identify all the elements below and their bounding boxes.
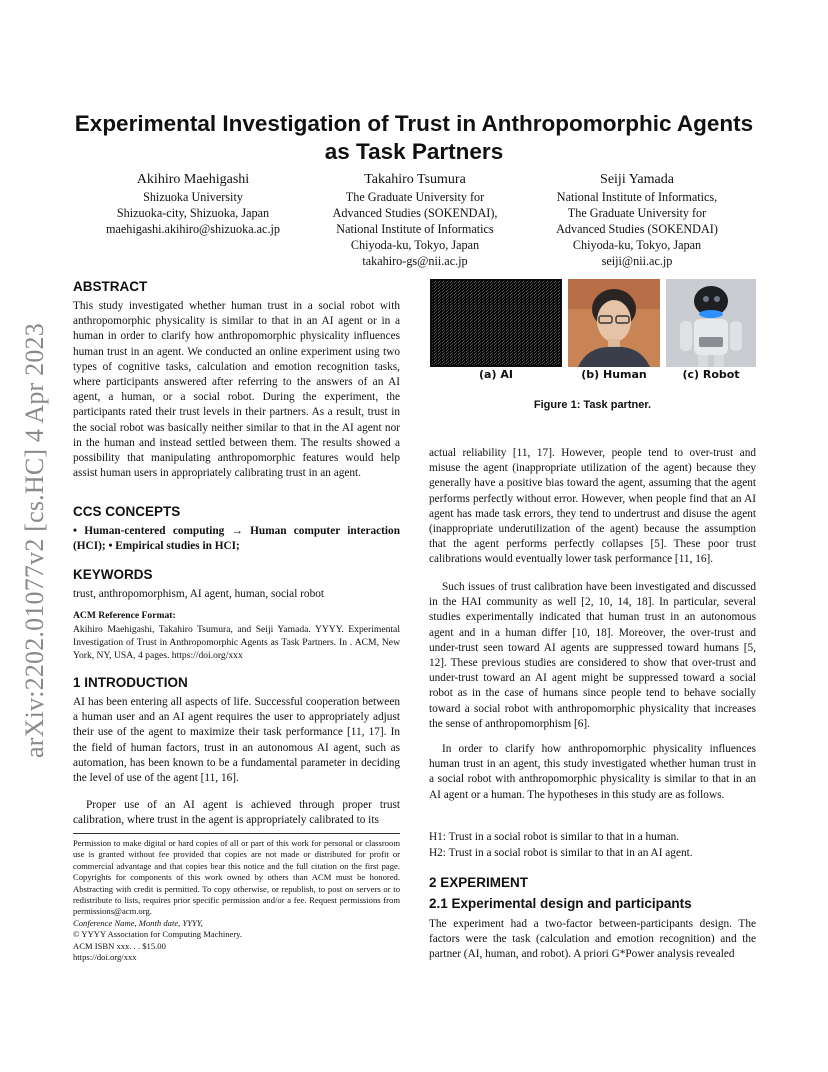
intro-paragraph-1: AI has been entering all aspects of life. Successful cooperation between a human user and an AI agent requires the user to appropriately adjust their use of the agent to maximize their task performance [11, 17]. In the field of human factors, trust in an autonomous AI agent, such as automation, has been known to be a fundamental parameter in deciding the level of use of the agent [11, 16]. (73, 696, 400, 785)
ccs-heading: CCS CONCEPTS (73, 504, 181, 519)
matrix-code-graphic (430, 279, 562, 367)
abstract-heading: ABSTRACT (73, 279, 148, 294)
hypothesis-1: H1: Trust in a social robot is similar to that in a human. (429, 831, 680, 843)
intro-paragraph-2: Proper use of an AI agent is achieved through proper trust calibration, where trust in the agent is appropriately calibrated to its (73, 799, 400, 827)
col2-paragraph-4: The experiment had a two-factor between-participants design. The factors were the task (calculation and emotion recognition) and the partner (AI, human, and robot). A priori G*Power analysis revealed (429, 918, 756, 961)
author-location: Shizuoka-city, Shizuoka, Japan (116, 206, 270, 220)
figure-label-ai: (a) AI (479, 368, 513, 381)
figure-label-human: (b) Human (581, 368, 647, 381)
arxiv-stamp (20, 293, 48, 758)
person-photo (568, 279, 660, 367)
ccs-text: • Human-centered computing → Human computer interaction (HCI); • Empirical studies in HCI; (73, 525, 400, 553)
author-affiliation: Advanced Studies (SOKENDAI) (556, 222, 718, 236)
robot-partner-image (666, 279, 756, 367)
author-affiliation: The Graduate University for (567, 206, 707, 220)
author-name: Akihiro Maehigashi (136, 172, 250, 187)
author-2 (309, 171, 521, 269)
author-affiliation: Shizuoka University (143, 190, 243, 204)
isbn-line: ACM ISBN xxx. . . $15.00 (73, 940, 166, 951)
author-affiliation: National Institute of Informatics, (556, 190, 718, 204)
author-location: Chiyoda-ku, Tokyo, Japan (572, 238, 702, 252)
author-email: seiji@nii.ac.jp (601, 254, 673, 268)
author-email: takahiro-gs@nii.ac.jp (362, 254, 468, 268)
keywords-text: trust, anthropomorphism, AI agent, human, social robot (73, 588, 325, 600)
paper-title: Experimental Investigation of Trust in Anthropomorphic Agents as Task Partners (74, 111, 754, 164)
figure-label-robot: (c) Robot (682, 368, 740, 381)
arxiv-stamp-text: arXiv:2202.01077v2 [cs.HC] 4 Apr 2023 (20, 323, 49, 758)
author-name: Seiji Yamada (600, 172, 674, 187)
col2-paragraph-2: Such issues of trust calibration have been investigated and discussed in the HAI community as well [2, 10, 14, 18]. In particular, several studies experimentally indicated that human trust in an autonomous agent and in a human differ [10, 18]. Moreover, the over-trust and under-trust seen toward AI agents are suppressed toward humans [5, 12]. These previous studies are considered to show that over-trust and under-trust toward an AI agent might be suppressed toward a social robot as in the case of humans since people tend to behave socially toward a social robot with anthropomorphic physicality that increases the sense of anthropomorphism [6]. (429, 581, 756, 730)
experiment-heading: 2 EXPERIMENT (429, 875, 529, 890)
author-3 (528, 171, 746, 269)
abstract-text: This study investigated whether human trust in a social robot with anthropomorphic physicality is similar to that in an AI agent or in a human in order to clarify how anthropomorphic physicality influences human trust in an agent. We conducted an online experiment using two types of cognitive tasks, calculation and emotion recognition tasks, where participants answered after referring to the answers of an AI agent, a human, or a social robot. During the experiment, the participants rated their trust levels in their partners. As a result, trust in the social robot was basically neither similar to that in the AI agent nor in the human and instead settled between them. The results showed a possibility that manipulating anthropomorphic features would help assist human users in appropriately calibrating trust in an agent. (73, 300, 400, 480)
permission-footnote (73, 838, 400, 963)
author-email: maehigashi.akihiro@shizuoka.ac.jp (105, 222, 280, 236)
ai-partner-image (430, 279, 562, 367)
author-name: Takahiro Tsumura (364, 172, 466, 187)
intro-heading: 1 INTRODUCTION (73, 675, 188, 690)
subsection-heading: 2.1 Experimental design and participants (429, 896, 692, 911)
acm-ref-heading: ACM Reference Format: (73, 610, 176, 621)
col2-paragraph-3: In order to clarify how anthropomorphic physicality influences human trust in an agent, this study investigated whether human trust in a social robot with anthropomorphic physicality is similar to that in an AI agent or a human. The hypotheses in this study are as follows. (429, 743, 756, 801)
author-1 (83, 171, 303, 237)
human-partner-image (568, 279, 660, 367)
hypothesis-2: H2: Trust in a social robot is similar to that in an AI agent. (429, 847, 693, 859)
copyright-line: © YYYY Association for Computing Machinery. (73, 929, 243, 940)
conference-line: Conference Name, Month date, YYYY, (73, 917, 203, 928)
author-location: Chiyoda-ku, Tokyo, Japan (350, 238, 480, 252)
permission-text: Permission to make digital or hard copies of all or part of this work for personal or classroom use is granted without fee provided that copies are not made or distributed for profit or commercial advantage and that copies bear this notice and the full citation on the first page. Copyrights for components of this work owned by others than ACM must be honored. Abstracting with credit is permitted. To copy otherwise, or republish, to post on servers or to redistribute to lists, requires prior specific permission and/or a fee. Request permissions from permissions@acm.org. (73, 838, 400, 917)
doi-line: https://doi.org/xxx (73, 952, 137, 963)
footnote-rule (73, 833, 400, 834)
author-affiliation: Advanced Studies (SOKENDAI), (332, 206, 498, 220)
figure-caption: Figure 1: Task partner. (533, 399, 652, 411)
author-affiliation: The Graduate University for (345, 190, 485, 204)
col2-paragraph-1: actual reliability [11, 17]. However, people tend to over-trust and misuse the agent (inappropriate utilization of the agent) because they generally have a positive bias toward the agent, assuming that the agent performs perfectly without error. However, when people find that an AI agent has made task errors, they tend to undertrust and disuse the agent (inappropriate underutilization of the agent) because the assumption that the agent performs perfectly collapses [5]. These poor trust calibrations would eventually lower task performance [11, 16]. (429, 447, 756, 566)
keywords-heading: KEYWORDS (73, 567, 153, 582)
author-affiliation: National Institute of Informatics (336, 222, 494, 236)
acm-ref-text: Akihiro Maehigashi, Takahiro Tsumura, and Seiji Yamada. YYYY. Experimental Investigation of Trust in Anthropomorphic Agents as Task Partners. In . ACM, New York, NY, USA, 4 pages. https://doi.org/xxx (73, 624, 400, 661)
robot-photo (666, 279, 756, 367)
